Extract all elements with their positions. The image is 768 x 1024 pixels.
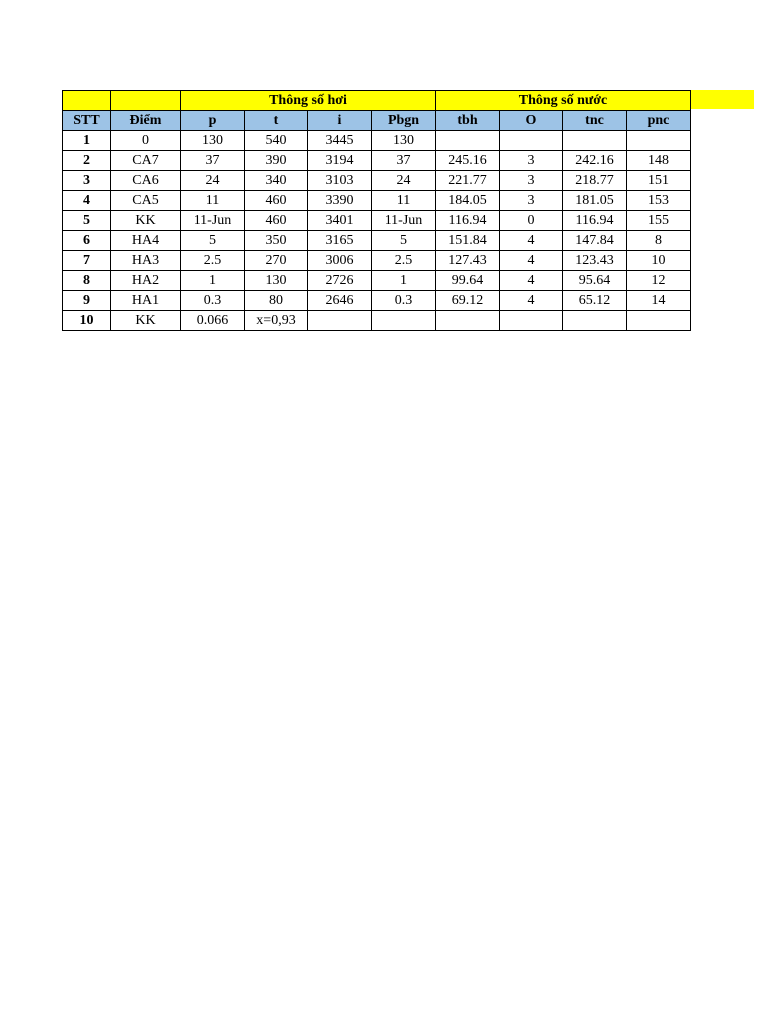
table-cell[interactable] [372, 311, 436, 331]
table-cell[interactable]: 218.77 [563, 171, 627, 191]
table-cell[interactable]: 4 [500, 251, 563, 271]
table-cell[interactable]: 0.3 [372, 291, 436, 311]
table-cell[interactable]: HA1 [111, 291, 181, 311]
table-cell[interactable]: 8 [627, 231, 691, 251]
column-header[interactable]: tnc [563, 111, 627, 131]
group-header-empty-point[interactable] [111, 91, 181, 111]
table-cell[interactable]: 3445 [308, 131, 372, 151]
table-cell[interactable]: 24 [181, 171, 245, 191]
table-cell[interactable]: 127.43 [436, 251, 500, 271]
table-cell[interactable]: 540 [245, 131, 308, 151]
table-cell[interactable]: 130 [245, 271, 308, 291]
column-header[interactable]: O [500, 111, 563, 131]
row-number-cell[interactable]: 10 [63, 311, 111, 331]
group-header-row [63, 91, 691, 111]
row-number-cell[interactable]: 7 [63, 251, 111, 271]
table-cell[interactable]: 4 [500, 291, 563, 311]
table-cell[interactable]: 14 [627, 291, 691, 311]
table-cell[interactable]: 99.64 [436, 271, 500, 291]
table-cell[interactable]: 3006 [308, 251, 372, 271]
table-cell[interactable]: 340 [245, 171, 308, 191]
table-cell[interactable]: 130 [372, 131, 436, 151]
table-cell[interactable]: 155 [627, 211, 691, 231]
table-cell[interactable]: CA7 [111, 151, 181, 171]
table-cell[interactable]: 4 [500, 231, 563, 251]
table-cell[interactable]: 148 [627, 151, 691, 171]
table-cell[interactable] [500, 311, 563, 331]
table-cell[interactable] [308, 311, 372, 331]
table-cell[interactable]: 95.64 [563, 271, 627, 291]
table-cell[interactable]: 65.12 [563, 291, 627, 311]
column-header[interactable]: t [245, 111, 308, 131]
table-row [63, 271, 691, 291]
column-header[interactable]: Pbgn [372, 111, 436, 131]
table-cell[interactable]: 11-Jun [372, 211, 436, 231]
table-cell[interactable]: 3401 [308, 211, 372, 231]
table-cell[interactable] [627, 311, 691, 331]
table-row [63, 251, 691, 271]
table-cell[interactable] [500, 131, 563, 151]
table-cell[interactable]: 1 [181, 271, 245, 291]
table-cell[interactable]: 130 [181, 131, 245, 151]
column-header[interactable]: tbh [436, 111, 500, 131]
table-cell[interactable]: 245.16 [436, 151, 500, 171]
table-cell[interactable]: 2.5 [372, 251, 436, 271]
table-cell[interactable]: 147.84 [563, 231, 627, 251]
table-cell[interactable]: 5 [181, 231, 245, 251]
table-cell[interactable]: 151.84 [436, 231, 500, 251]
table-cell[interactable]: KK [111, 211, 181, 231]
group-header-empty-stt[interactable] [63, 91, 111, 111]
row-number-cell[interactable]: 5 [63, 211, 111, 231]
table-cell[interactable]: 0.3 [181, 291, 245, 311]
table-cell[interactable]: 3194 [308, 151, 372, 171]
table-cell[interactable]: 37 [181, 151, 245, 171]
table-cell[interactable]: x=0,93 [245, 311, 308, 331]
table-cell[interactable]: 181.05 [563, 191, 627, 211]
column-header[interactable]: p [181, 111, 245, 131]
table-cell[interactable]: 0 [111, 131, 181, 151]
table-row [63, 171, 691, 191]
group-header-steam[interactable]: Thông số hơi [181, 91, 436, 111]
table-cell[interactable]: 2.5 [181, 251, 245, 271]
table-cell[interactable]: 116.94 [436, 211, 500, 231]
table-cell[interactable]: 3103 [308, 171, 372, 191]
table-cell[interactable]: 153 [627, 191, 691, 211]
table-cell[interactable]: 123.43 [563, 251, 627, 271]
table-cell[interactable]: 11 [372, 191, 436, 211]
table-cell[interactable]: HA2 [111, 271, 181, 291]
table-cell[interactable]: 80 [245, 291, 308, 311]
table-cell[interactable]: 151 [627, 171, 691, 191]
table-cell[interactable] [563, 131, 627, 151]
table-cell[interactable]: 12 [627, 271, 691, 291]
table-cell[interactable]: 0.066 [181, 311, 245, 331]
column-header[interactable]: pnc [627, 111, 691, 131]
table-row [63, 231, 691, 251]
table-row [63, 191, 691, 211]
group-header-water[interactable]: Thông số nước [436, 91, 691, 111]
table-cell[interactable]: 11 [181, 191, 245, 211]
table-cell[interactable]: 4 [500, 271, 563, 291]
table-cell[interactable]: KK [111, 311, 181, 331]
table-cell[interactable]: 37 [372, 151, 436, 171]
row-number-cell[interactable]: 2 [63, 151, 111, 171]
table-cell[interactable]: 3165 [308, 231, 372, 251]
table-cell[interactable] [436, 311, 500, 331]
table-cell[interactable]: 350 [245, 231, 308, 251]
table-row [63, 131, 691, 151]
table-cell[interactable]: 184.05 [436, 191, 500, 211]
data-table [62, 90, 691, 331]
row-number-cell[interactable]: 1 [63, 131, 111, 151]
table-row [63, 291, 691, 311]
row-number-cell[interactable]: 6 [63, 231, 111, 251]
column-header-row [63, 111, 691, 131]
column-header[interactable]: i [308, 111, 372, 131]
table-row [63, 151, 691, 171]
table-cell[interactable]: CA6 [111, 171, 181, 191]
table-cell[interactable]: 270 [245, 251, 308, 271]
table-row [63, 311, 691, 331]
table-cell[interactable]: 0 [500, 211, 563, 231]
table-cell[interactable]: 3 [500, 171, 563, 191]
table-cell[interactable] [436, 131, 500, 151]
table-cell[interactable]: 390 [245, 151, 308, 171]
table-cell[interactable]: 1 [372, 271, 436, 291]
row-number-cell[interactable]: 8 [63, 271, 111, 291]
spreadsheet [62, 90, 691, 331]
table-cell[interactable]: 11-Jun [181, 211, 245, 231]
table-cell[interactable]: HA3 [111, 251, 181, 271]
table-cell[interactable]: 69.12 [436, 291, 500, 311]
column-header[interactable]: Điểm [111, 111, 181, 131]
row-number-cell[interactable]: 4 [63, 191, 111, 211]
table-cell[interactable] [563, 311, 627, 331]
table-cell[interactable]: 10 [627, 251, 691, 271]
table-cell[interactable]: 24 [372, 171, 436, 191]
table-cell[interactable]: 3 [500, 151, 563, 171]
table-cell[interactable]: 5 [372, 231, 436, 251]
column-header[interactable]: STT [63, 111, 111, 131]
header-fill-overflow [690, 90, 754, 109]
table-cell[interactable]: 221.77 [436, 171, 500, 191]
table-cell[interactable]: 116.94 [563, 211, 627, 231]
table-cell[interactable]: 460 [245, 211, 308, 231]
table-cell[interactable]: 460 [245, 191, 308, 211]
table-cell[interactable]: 2726 [308, 271, 372, 291]
table-cell[interactable]: CA5 [111, 191, 181, 211]
row-number-cell[interactable]: 3 [63, 171, 111, 191]
table-cell[interactable] [627, 131, 691, 151]
table-row [63, 211, 691, 231]
row-number-cell[interactable]: 9 [63, 291, 111, 311]
table-cell[interactable]: 242.16 [563, 151, 627, 171]
table-cell[interactable]: 3 [500, 191, 563, 211]
table-cell[interactable]: 3390 [308, 191, 372, 211]
table-cell[interactable]: 2646 [308, 291, 372, 311]
table-cell[interactable]: HA4 [111, 231, 181, 251]
